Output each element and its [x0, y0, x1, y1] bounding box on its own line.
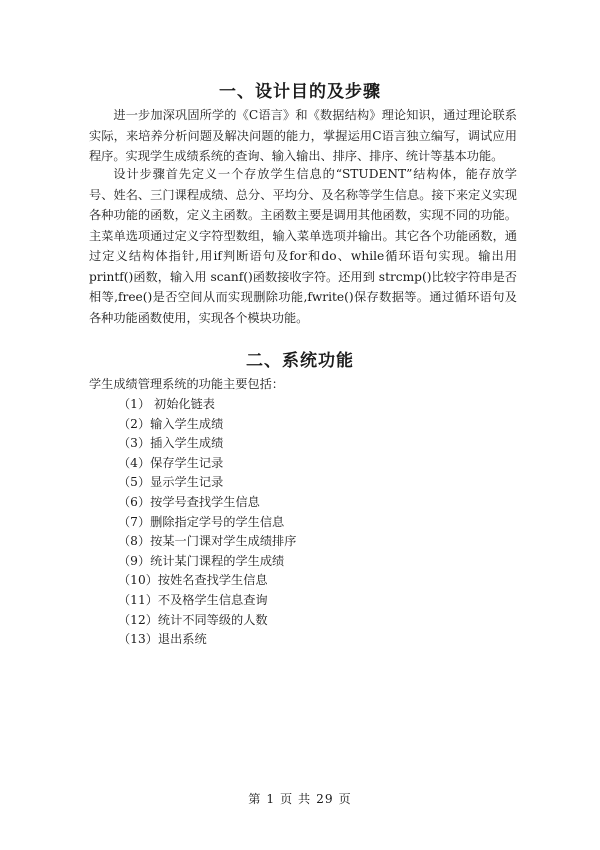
- functions-intro: 学生成绩管理系统的功能主要包括：: [89, 377, 284, 391]
- list-item: （11）不及格学生信息查询: [118, 592, 268, 607]
- paragraph-purpose: 进一步加深巩固所学的《C语言》和《数据结构》理论知识，通过理论联系实际，来培养分析问题及解决问题的能力，掌握运用C语言独立编写，调试应用程序。实现学生成绩系统的查询、输入输出、排序、排序、统计等基本功能。: [89, 108, 517, 163]
- section-title-design-purpose: 一、设计目的及步骤: [219, 82, 381, 102]
- list-item: （8）按某一门课对学生成绩排序: [118, 534, 297, 549]
- page-number-footer: 第 1 页 共 29 页: [248, 792, 352, 806]
- list-item: （7）删除指定学号的学生信息: [118, 514, 285, 529]
- list-item: （1） 初始化链表: [118, 397, 215, 411]
- list-item: （2）输入学生成绩: [118, 416, 224, 431]
- list-item: （3）插入学生成绩: [118, 436, 224, 451]
- paragraph-design-steps: 设计步骤首先定义一个存放学生信息的“STUDENT”结构体，能存放学号、姓名、三门课程成绩、总分、平均分、及名称等学生信息。接下来定义实现各种功能的函数，定义主函数。主函数主要是调用其他函数，实现不同的功能。主菜单选项通过定义字符型数组，输入菜单选项并输出。其它各个功能函数，通过定义结构体指针,用if判断语句及for和do、while循环语句实现。输出用printf()函数，输入用 scanf()函数接收字符。还用到 strcmp()比较字符串是否相等,free()是否空间从而实现删除功能,fwrite()保存数据等。通过循环语句及各种功能函数使用，实现各个模块功能。: [89, 167, 517, 325]
- list-item: （12）统计不同等级的人数: [118, 612, 268, 627]
- list-item: （10）按姓名查找学生信息: [118, 573, 268, 588]
- list-item: （5）显示学生记录: [118, 475, 224, 490]
- list-item: （13）退出系统: [118, 632, 207, 647]
- list-item: （4）保存学生记录: [118, 455, 224, 470]
- list-item: （9）统计某门课程的学生成绩: [118, 553, 285, 568]
- list-item: （6）按学号查找学生信息: [118, 494, 260, 509]
- function-list: [118, 395, 296, 650]
- section-title-system-functions: 二、系统功能: [246, 351, 354, 371]
